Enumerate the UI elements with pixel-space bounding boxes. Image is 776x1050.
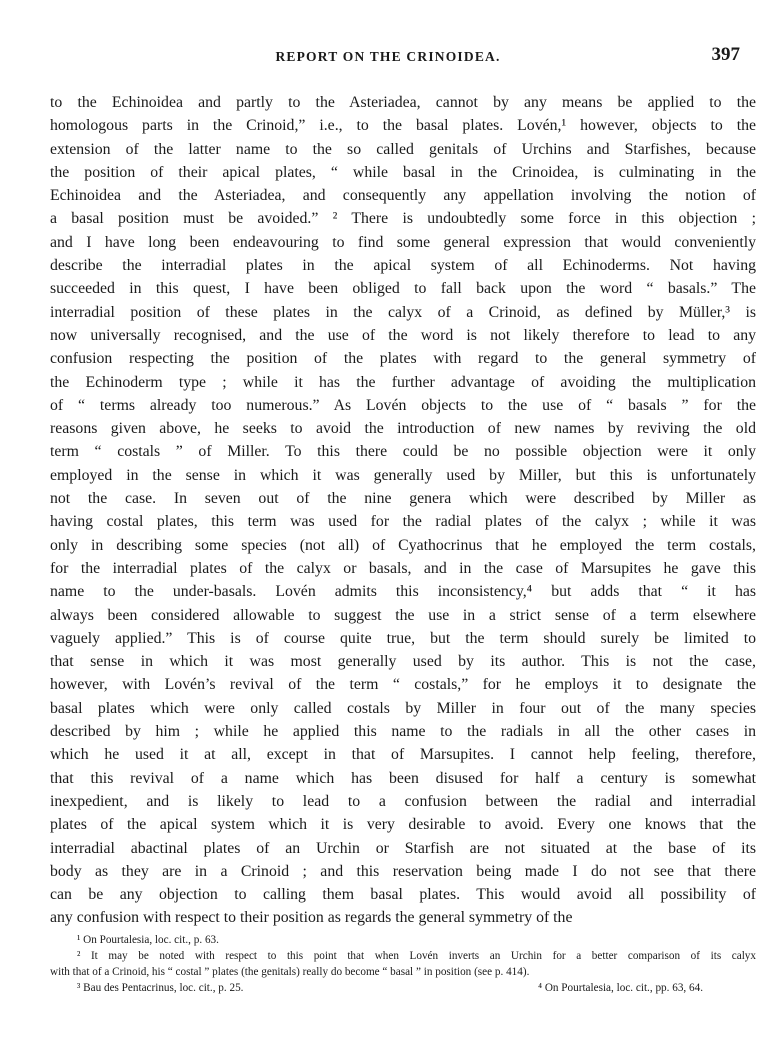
text-line: body as they are in a Crinoid ; and this reservation being made I do not see that there xyxy=(50,862,756,880)
footnote-4: ⁴ On Pourtalesia, loc. cit., pp. 63, 64. xyxy=(538,982,703,994)
text-line: of “ terms already too numerous.” As Lovén objects to the use of “ basals ” for the xyxy=(50,396,756,414)
text-line: describe the interradial plates in the apical system of all Echinoderms. Not having xyxy=(50,257,756,275)
text-line: to the Echinoidea and partly to the Asteriadea, cannot by any means be applied to the xyxy=(50,94,756,111)
text-line: only in describing some species (not all) of Cyathocrinus that he employed the term costals, xyxy=(50,536,756,554)
text-line: not the case. In seven out of the nine genera which were described by Miller as xyxy=(50,490,756,508)
text-line: the Echinoderm type ; while it has the further advantage of avoiding the multiplication xyxy=(50,373,756,391)
text-line: term “ costals ” of Miller. To this there could be no possible objection were it only xyxy=(50,443,756,461)
text-line: however, with Lovén’s revival of the term “ costals,” for he employs it to designate the xyxy=(50,676,756,694)
text-line: inexpedient, and is likely to lead to a confusion between the radial and interradial xyxy=(50,792,756,810)
text-line: homologous parts in the Crinoid,” i.e., to the basal plates. Lovén,¹ however, objects to the xyxy=(50,117,756,135)
footnote-2-continued: with that of a Crinoid, his “ costal ” plates (the genitals) really do become “ basal ” in position (see p. 414). xyxy=(50,966,530,978)
footnote-2: ² It may be noted with respect to this point that when Lovén inverts an Urchin for a better comparison of its calyx xyxy=(77,950,756,962)
text-line: reasons given above, he seeks to avoid the introduction of new names by reviving the old xyxy=(50,420,756,438)
text-line: and I have long been endeavouring to find some general expression that would conveniently xyxy=(50,233,756,251)
text-line: vaguely applied.” This is of course quite true, but the term should surely be limited to xyxy=(50,629,756,647)
text-line: name to the under-basals. Lovén admits this inconsistency,⁴ but adds that “ it has xyxy=(50,583,756,601)
text-line: for the interradial plates of the calyx or basals, and in the case of Marsupites he gave this xyxy=(50,559,756,577)
text-line: interradial position of these plates in the calyx of a Crinoid, as defined by Müller,³ is xyxy=(50,303,756,321)
text-line: any confusion with respect to their position as regards the general symmetry of the xyxy=(50,909,573,927)
text-line: basal plates which were only called costals by Miller in four out of the many species xyxy=(50,699,756,717)
text-line: that sense in which it was most generally used by its author. This is not the case, xyxy=(50,653,756,671)
footnote-1: ¹ On Pourtalesia, loc. cit., p. 63. xyxy=(77,934,219,946)
footnote-row xyxy=(50,980,756,996)
text-line: which he used it at all, except in that of Marsupites. I cannot help feeling, therefore, xyxy=(50,746,756,764)
text-line: employed in the sense in which it was generally used by Miller, but this is unfortunately xyxy=(50,466,756,484)
text-line: described by him ; while he applied this name to the radials in all the other cases in xyxy=(50,723,756,741)
text-line: now universally recognised, and the use of the word is not likely therefore to lead to any xyxy=(50,326,756,344)
page-number: 397 xyxy=(711,44,740,65)
text-line: the position of their apical plates, “ while basal in the Crinoidea, is culminating in the xyxy=(50,163,756,181)
text-line: can be any objection to calling them basal plates. This would avoid all possibility of xyxy=(50,886,756,904)
footnotes xyxy=(50,932,756,996)
running-title: REPORT ON THE CRINOIDEA. xyxy=(275,49,501,64)
footnote-3: ³ Bau des Pentacrinus, loc. cit., p. 25. xyxy=(77,982,244,994)
text-line: a basal position must be avoided.” ² There is undoubtedly some force in this objection ; xyxy=(50,210,756,228)
text-line: plates of the apical system which it is very desirable to avoid. Every one knows that the xyxy=(50,816,756,834)
text-line: Echinoidea and the Asteriadea, and consequently any appellation involving the notion of xyxy=(50,187,756,205)
text-line: confusion respecting the position of the plates with regard to the general symmetry of xyxy=(50,350,756,368)
text-line: interradial abactinal plates of an Urchin or Starfish are not situated at the base of its xyxy=(50,839,756,857)
text-line: that this revival of a name which has been disused for half a century is somewhat xyxy=(50,769,756,787)
text-line: extension of the latter name to the so called genitals of Urchins and Starfishes, because xyxy=(50,140,756,158)
text-line: having costal plates, this term was used for the radial plates of the calyx ; while it was xyxy=(50,513,756,531)
body-text xyxy=(50,91,756,930)
text-line: succeeded in this quest, I have been obliged to fall back upon the word “ basals.” The xyxy=(50,280,756,298)
text-line: always been considered allowable to suggest the use in a strict sense of a term elsewhere xyxy=(50,606,756,624)
